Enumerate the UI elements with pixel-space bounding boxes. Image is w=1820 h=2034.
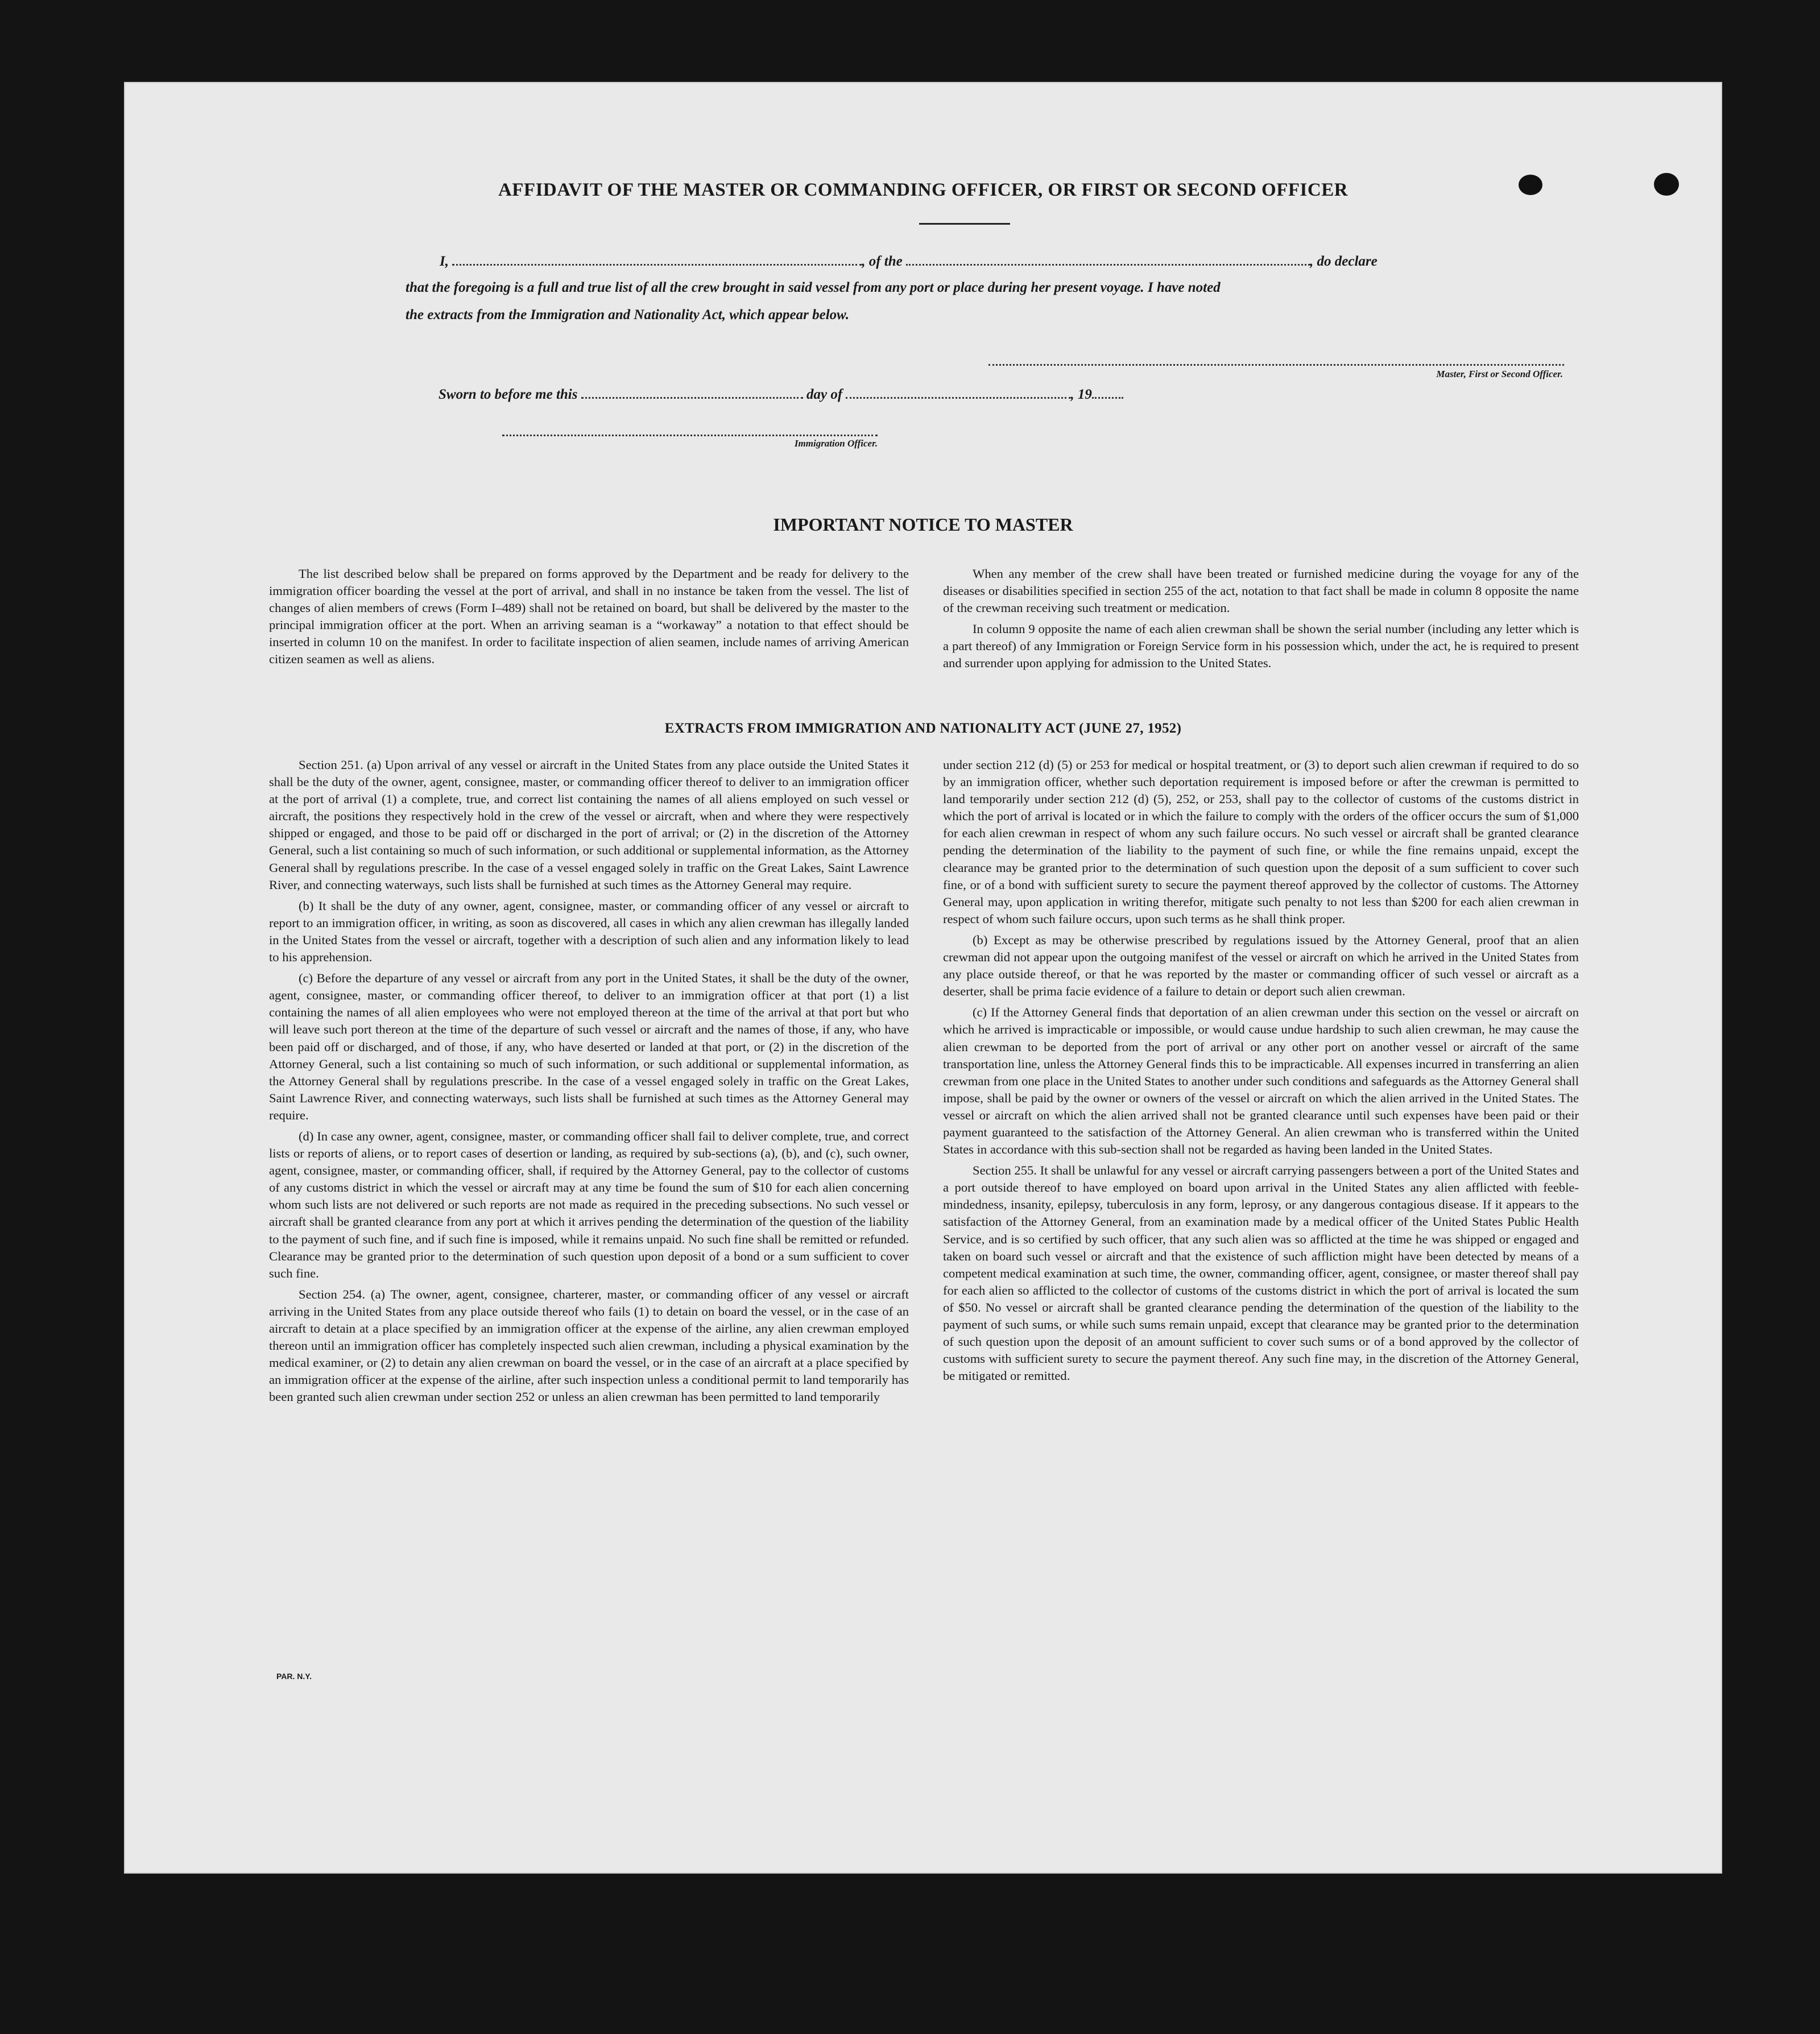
notice-left-column xyxy=(269,565,909,672)
immigration-officer-label: Immigration Officer. xyxy=(794,438,878,449)
sworn-end: , 19 xyxy=(1070,387,1092,402)
extracts-title: EXTRACTS FROM IMMIGRATION AND NATIONALITY ACT (JUNE 27, 1952) xyxy=(664,721,1182,736)
immigration-officer-signature-line[interactable] xyxy=(502,435,878,436)
extracts-left-column xyxy=(269,756,909,1409)
notice-paragraph: When any member of the crew shall have been treated or furnished medicine during the voyage for any of the diseases or disabilities specified in section 255 of the act, notation to that fact shall be made in column 8 opposite the name of the crewman receiving such treatment or medication. xyxy=(943,567,1579,615)
officer-name-blank[interactable] xyxy=(452,253,862,266)
declaration-mid: , of the xyxy=(862,254,903,269)
act-paragraph: (d) In case any owner, agent, consignee, master, or commanding officer shall fail to deliver complete, true, and correct lists or reports of aliens, or to report cases of desertion or landing, as required by sub-sections (a), (b), and (c), such owner, agent, consignee, master, or commanding officer, shall, if required by the Attorney General, pay to the collector of customs of any customs district in which the vessel or aircraft may at any time be found the sum of $10 for each alien concerning whom such lists are not delivered or such reports are not made as required in the preceding subsections. No such vessel or aircraft shall be granted clearance from any port at which it arrives pending the determination of the question of the liability to the payment of such fine, and if such fine is imposed, while it remains unpaid. No such fine shall be remitted or refunded. Clearance may be granted prior to the determination of such question upon deposit of a bond or a sum sufficient to cover such fine. xyxy=(269,1128,909,1280)
notice-right-column xyxy=(943,565,1579,676)
act-paragraph: (b) It shall be the duty of any owner, agent, consignee, master, or commanding officer of any vessel or aircraft to report to an immigration officer, in writing, as soon as discovered, all cases in which any alien crewman has illegally landed in the United States from the vessel or aircraft, together with a description of such alien and any information likely to lead to his apprehension. xyxy=(269,898,909,965)
printer-mark: PAR. N.Y. xyxy=(276,1672,312,1681)
master-signature-label: Master, First or Second Officer. xyxy=(1436,369,1563,379)
document-page xyxy=(124,82,1722,1874)
act-paragraph: Section 255. It shall be unlawful for any vessel or aircraft carrying passengers between a port of the United States and a port outside thereof to have employed on board upon arrival in the United States any alien afflicted with feeble-mindedness, insanity, epilepsy, tuberculosis in any form, leprosy, or any dangerous contagious disease. If it appears to the satisfaction of the Attorney General, from an examination made by a medical officer of the United States Public Health Service, and is so certified by such officer, that any such alien was so afflicted at the time he was shipped or engaged and taken on board such vessel or aircraft and that the existence of such affliction might have been detected by means of a competent medical examination at such time, the owner, commanding officer, agent, consignee, or master thereof shall pay for each alien so afflicted to the collector of customs of the customs district in which the port of arrival is located the sum of $50. No vessel or aircraft shall be granted clearance pending the determination of the question of the liability to the payment of such sums, or while such sums remain unpaid, except that clearance may be granted prior to the determination of such question upon the deposit of an amount sufficient to cover such sums or of a bond approved by the collector of customs with sufficient surety to secure the payment thereof. Any such fine may, in the discretion of the Attorney General, be mitigated or remitted. xyxy=(943,1163,1579,1383)
sworn-month-blank[interactable] xyxy=(846,386,1070,399)
declaration-prefix: I, xyxy=(440,254,449,269)
act-paragraph: Section 254. (a) The owner, agent, consignee, charterer, master, or commanding officer of any vessel or aircraft arriving in the United States from any place outside thereof who fails (1) to detain on board the vessel, or in the case of an aircraft to detain at a place specified by an immigration officer at the expense of the airline, any alien crewman employed thereon until an immigration officer has completely inspected such alien crewman, including a physical examination by the medical examiner, or (2) to detain any alien crewman on board the vessel, or in the case of an aircraft at a place specified by an immigration officer at the expense of the airline, after such inspection unless a conditional permit to land temporarily has been granted such alien crewman under section 252 or unless an alien crewman has been permitted to land temporarily xyxy=(269,1287,909,1404)
act-paragraph: under section 212 (d) (5) or 253 for medical or hospital treatment, or (3) to deport such alien crewman if required to do so by an immigration officer, whether such deportation requirement is imposed before or after the crewman is permitted to land temporarily under section 212 (d) (5), 252, or 253, shall pay to the collector of customs of the customs district in which the port of arrival is located or in which the failure to comply with the orders of the officer occurs the sum of $1,000 for each alien crewman in respect of whom any such failure occurs. No such vessel or aircraft shall be granted clearance pending the determination of the liability to the payment of such fine, or while the fine remains unpaid, except the clearance may be granted prior to the determination of such question upon the deposit of a sum sufficient to cover such fine, or of a bond with sufficient surety to secure the payment thereof approved by the collector of customs. The Attorney General may, upon application in writing therefor, mitigate such penalty to not less than $200 for each alien crewman in respect of whom such failure occurs, upon such terms as he shall think proper. xyxy=(943,758,1579,926)
declaration-text-line3: the extracts from the Immigration and Nationality Act, which appear below. xyxy=(406,307,850,323)
declaration-end: , do declare xyxy=(1310,254,1378,269)
sworn-prefix: Sworn to before me this xyxy=(439,387,578,402)
declaration-line xyxy=(440,253,1560,270)
notice-title: IMPORTANT NOTICE TO MASTER xyxy=(773,514,1073,535)
act-paragraph: (b) Except as may be otherwise prescribed by regulations issued by the Attorney General, proof that an alien crewman did not appear upon the outgoing manifest of the vessel or aircraft on which he arrived in the United States from any place outside thereof, or that he was reported by the master or commanding officer of such vessel or aircraft as a deserter, shall be prima facie evidence of a failure to detain or deport such alien crewman. xyxy=(943,932,1579,999)
title-rule xyxy=(919,223,1010,225)
affidavit-title: AFFIDAVIT OF THE MASTER OR COMMANDING OFFICER, OR FIRST OR SECOND OFFICER xyxy=(498,180,1349,200)
sworn-day-blank[interactable] xyxy=(581,386,803,399)
act-paragraph: Section 251. (a) Upon arrival of any vessel or aircraft in the United States from any place outside the United States it shall be the duty of the owner, agent, consignee, master, or commanding officer thereof to deliver to an immigration officer at the port of arrival (1) a complete, true, and correct list containing the names of all aliens employed on such vessel or aircraft, the positions they respectively hold in the crew of the vessel or aircraft, when and where they were respectively shipped or engaged, and those to be paid off or discharged in the port of arrival; or (2) in the discretion of the Attorney General, such a list containing so much of such information, or such additional or supplemental information, as the Attorney General shall by regulations prescribe. In the case of a vessel engaged solely in traffic on the Great Lakes, Saint Lawrence River, and connecting waterways, such lists shall be furnished at such times as the Attorney General may require. xyxy=(269,758,909,892)
sworn-year-blank[interactable] xyxy=(1092,386,1123,399)
vessel-name-blank[interactable] xyxy=(906,253,1310,266)
declaration-text-line2: that the foregoing is a full and true list of all the crew brought in said vessel from any port or place during her present voyage. I have noted xyxy=(406,280,1221,295)
notice-paragraph: The list described below shall be prepared on forms approved by the Department and be ready for delivery to the immigration officer boarding the vessel at the port of arrival, and shall in no instance be taken from the vessel. The list of changes of alien members of crews (Form I–489) shall not be retained on board, but shall be delivered by the master to the principal immigration officer at the port. When an arriving seaman is a “workaway” a notation to that effect should be inserted in column 10 on the manifest. In order to facilitate inspection of alien seamen, include names of arriving American citizen seamen as well as aliens. xyxy=(269,567,909,667)
sworn-line xyxy=(439,386,1123,403)
act-paragraph: (c) If the Attorney General finds that deportation of an alien crewman under this section on the vessel or aircraft on which he arrived is impracticable or impossible, or would cause undue hardship to such alien crewman, he may cause the alien crewman to be deported from the port of arrival or any other port on another vessel or aircraft of the same transportation line, unless the Attorney General finds this to be impracticable. All expenses incurred in transferring an alien crewman from one place in the United States to another under such conditions and safeguards as the Attorney General shall impose, shall be paid by the owner or owners of the vessel or aircraft on which the alien arrived in the United States. The vessel or aircraft on which the alien arrived shall not be granted clearance until such expenses have been paid or their payment guaranteed to the satisfaction of the Attorney General. An alien crewman who is transferred within the United States in accordance with this sub-section shall not be regarded as having been landed in the United States. xyxy=(943,1005,1579,1157)
extracts-right-column xyxy=(943,756,1579,1388)
notice-paragraph: In column 9 opposite the name of each alien crewman shall be shown the serial number (including any letter which is a part thereof) of any Immigration or Foreign Service form in his possession which, under the act, he is required to present and surrender upon applying for admission to the United States. xyxy=(943,622,1579,671)
master-signature-line[interactable] xyxy=(988,364,1564,366)
act-paragraph: (c) Before the departure of any vessel or aircraft from any port in the United States, it shall be the duty of the owner, agent, consignee, master, or commanding officer thereof, to deliver to an immigration officer at that port (1) a list containing the names of all alien employees who were not employed thereon at the time of the arrival at that port but who will leave such port thereon at the time of the departure of such vessel or aircraft and the names of those, if any, who have been paid off or discharged, and of those, if any, who have deserted or landed at that port, or (2) in the discretion of the Attorney General, such a list containing so much of such information, or such additional or supplemental information, as the Attorney General shall by regulations prescribe. In the case of a vessel engaged solely in traffic on the Great Lakes, Saint Lawrence River, and connecting waterways, such lists shall be furnished at such times as the Attorney General may require. xyxy=(269,971,909,1122)
sworn-mid: day of xyxy=(806,387,843,402)
